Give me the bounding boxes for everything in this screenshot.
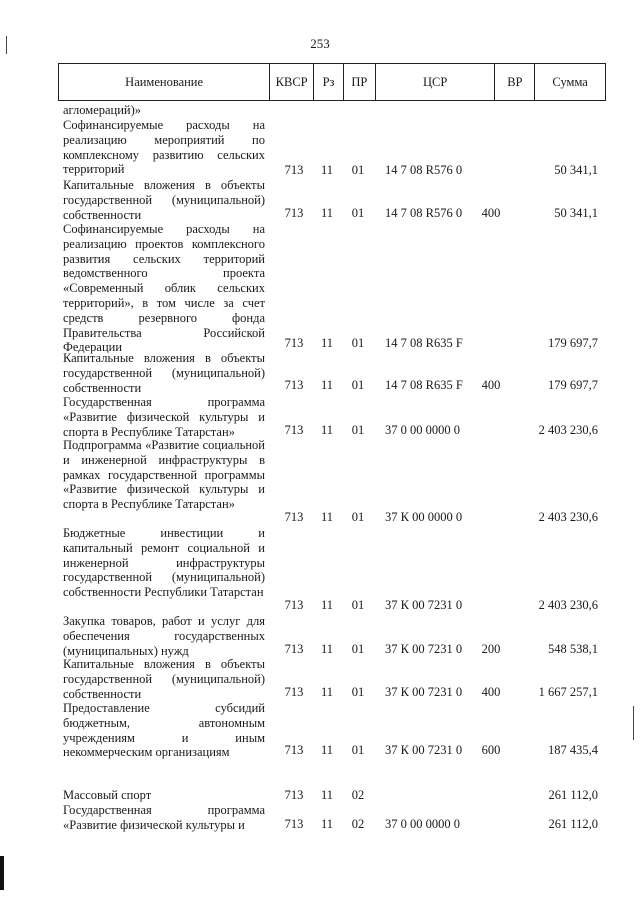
- row-csr: 14 7 08 R576 0: [385, 163, 463, 177]
- continued-text: агломераций)»: [63, 103, 142, 117]
- row-name: Бюджетные инвестиции и капитальный ремонт социальной и инженерной инфраструктуры государственной (муниципальной) собственности Республики Татарстан: [63, 526, 265, 600]
- row-kvsr: 713: [284, 598, 304, 612]
- row-name: Софинансируемые расходы на реализацию мероприятий по комплексному развитию сельских территорий: [63, 118, 265, 177]
- row-rz: 11: [320, 598, 334, 612]
- row-csr: 37 0 00 0000 0: [385, 817, 460, 831]
- scan-mark: [0, 856, 4, 890]
- row-rz: 11: [320, 423, 334, 437]
- row-pr: 01: [351, 510, 365, 524]
- row-sum: 50 341,1: [554, 163, 598, 177]
- header-kvsr: КВСР: [270, 64, 314, 100]
- row-rz: 11: [320, 642, 334, 656]
- row-kvsr: 713: [284, 743, 304, 757]
- scan-mark: [6, 36, 7, 54]
- row-csr: 14 7 08 R635 F: [385, 336, 463, 350]
- row-pr: 01: [351, 685, 365, 699]
- row-rz: 11: [320, 817, 334, 831]
- row-sum: 261 112,0: [548, 788, 598, 802]
- row-sum: 1 667 257,1: [538, 685, 598, 699]
- row-sum: 2 403 230,6: [538, 598, 598, 612]
- row-vr: 600: [481, 743, 501, 757]
- row-rz: 11: [320, 510, 334, 524]
- row-rz: 11: [320, 685, 334, 699]
- row-name: Государственная программа «Развитие физической культуры и: [63, 803, 265, 832]
- row-rz: 11: [320, 378, 334, 392]
- row-name: Капитальные вложения в объекты государственной (муниципальной) собственности: [63, 351, 265, 395]
- row-pr: 01: [351, 642, 365, 656]
- row-csr: 37 К 00 7231 0: [385, 642, 463, 656]
- row-kvsr: 713: [284, 163, 304, 177]
- row-csr: 37 К 00 7231 0: [385, 743, 463, 757]
- row-name: Предоставление субсидий бюджетным, автономным учреждениям и иным некоммерческим организациям: [63, 701, 265, 760]
- row-pr: 01: [351, 743, 365, 757]
- row-csr: 37 К 00 7231 0: [385, 685, 463, 699]
- header-rz: Рз: [314, 64, 344, 100]
- header-csr: ЦСР: [376, 64, 496, 100]
- row-name: Софинансируемые расходы на реализацию проектов комплексного развития сельских территорий ведомственного проекта «Современный облик сельских территорий», в том числе за счет средств резервного фонда Правительства Российской Федерации: [63, 222, 265, 355]
- header-pr: ПР: [344, 64, 376, 100]
- row-kvsr: 713: [284, 642, 304, 656]
- row-vr: 200: [481, 642, 501, 656]
- row-sum: 179 697,7: [548, 378, 598, 392]
- row-pr: 02: [351, 788, 365, 802]
- header-name: Наименование: [59, 64, 270, 100]
- row-vr: 400: [481, 685, 501, 699]
- header-sum: Сумма: [552, 74, 588, 89]
- row-csr: 14 7 08 R576 0: [385, 206, 463, 220]
- row-kvsr: 713: [284, 378, 304, 392]
- page-number: 253: [310, 36, 330, 51]
- row-csr: 37 К 00 0000 0: [385, 510, 463, 524]
- row-pr: 01: [351, 336, 365, 350]
- row-rz: 11: [320, 206, 334, 220]
- row-pr: 01: [351, 163, 365, 177]
- row-name: Государственная программа «Развитие физической культуры и спорта в Республике Татарстан»: [63, 395, 265, 439]
- row-rz: 11: [320, 336, 334, 350]
- row-sum: 261 112,0: [548, 817, 598, 831]
- row-name: Закупка товаров, работ и услуг для обеспечения государственных (муниципальных) нужд: [63, 614, 265, 658]
- row-sum: 179 697,7: [548, 336, 598, 350]
- row-sum: 2 403 230,6: [538, 510, 598, 524]
- row-name: Массовый спорт: [63, 788, 152, 802]
- row-sum: 187 435,4: [548, 743, 598, 757]
- row-kvsr: 713: [284, 817, 304, 831]
- row-vr: 400: [481, 206, 501, 220]
- row-vr: 400: [481, 378, 501, 392]
- row-kvsr: 713: [284, 788, 304, 802]
- row-kvsr: 713: [284, 510, 304, 524]
- row-name: Капитальные вложения в объекты государственной (муниципальной) собственности: [63, 178, 265, 222]
- row-pr: 01: [351, 378, 365, 392]
- row-sum: 50 341,1: [554, 206, 598, 220]
- row-rz: 11: [320, 788, 334, 802]
- row-kvsr: 713: [284, 336, 304, 350]
- row-pr: 02: [351, 817, 365, 831]
- scan-mark: [633, 706, 634, 740]
- row-kvsr: 713: [284, 423, 304, 437]
- row-pr: 01: [351, 598, 365, 612]
- row-name: Капитальные вложения в объекты государственной (муниципальной) собственности: [63, 657, 265, 701]
- row-pr: 01: [351, 206, 365, 220]
- row-kvsr: 713: [284, 685, 304, 699]
- row-sum: 2 403 230,6: [538, 423, 598, 437]
- row-rz: 11: [320, 743, 334, 757]
- header-vr: ВР: [495, 64, 535, 100]
- row-csr: 14 7 08 R635 F: [385, 378, 463, 392]
- row-name: Подпрограмма «Развитие социальной и инженерной инфраструктуры в рамках государственной программы «Развитие физической культуры и спорта в Республике Татарстан»: [63, 438, 265, 512]
- row-sum: 548 538,1: [548, 642, 598, 656]
- row-rz: 11: [320, 163, 334, 177]
- row-csr: 37 0 00 0000 0: [385, 423, 460, 437]
- row-pr: 01: [351, 423, 365, 437]
- row-csr: 37 К 00 7231 0: [385, 598, 463, 612]
- row-kvsr: 713: [284, 206, 304, 220]
- table-header: [58, 63, 606, 101]
